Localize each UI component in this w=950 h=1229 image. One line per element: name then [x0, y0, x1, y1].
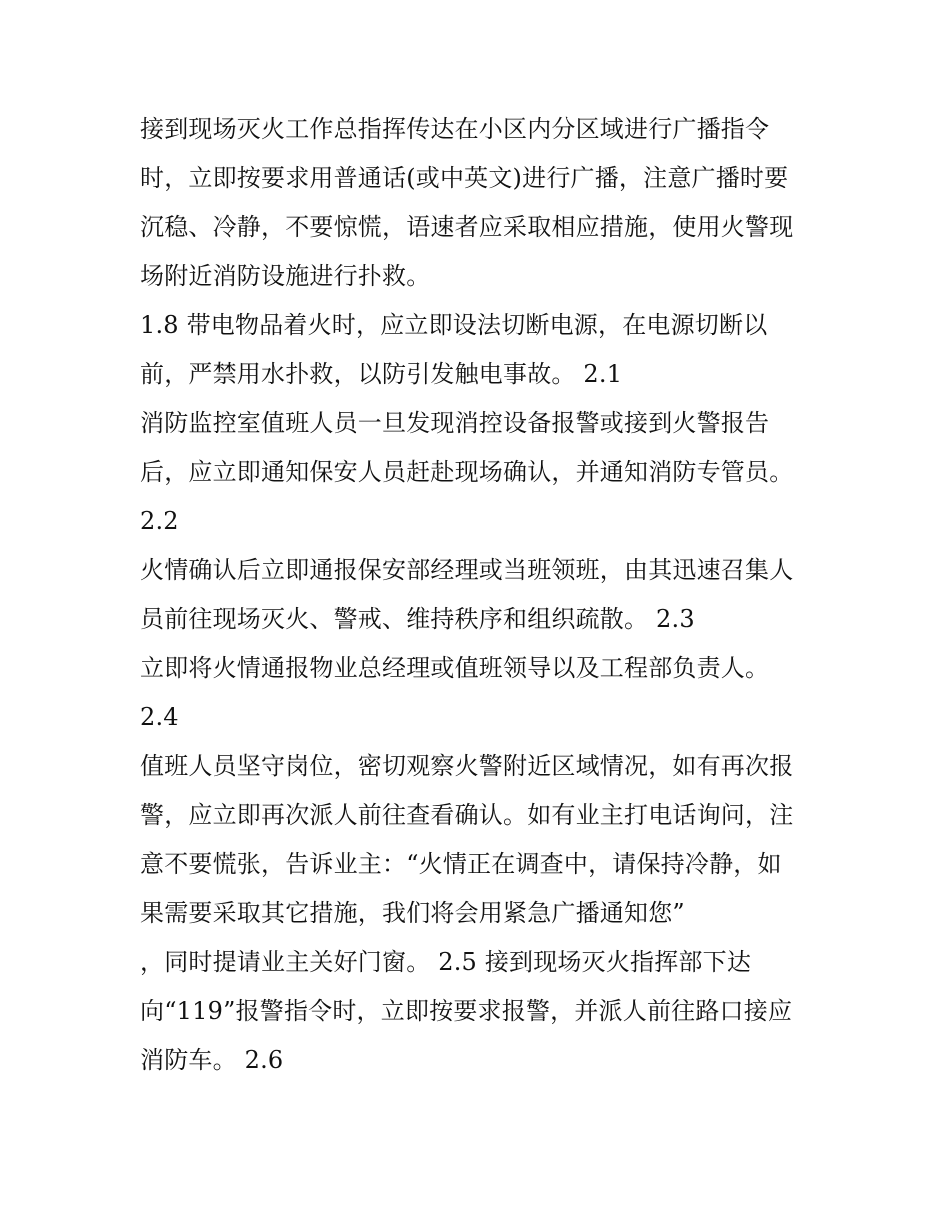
body-text	[140, 108, 820, 1088]
text-line-3: 沉稳、冷静，不要惊慌，语速者应采取相应措施，使用火警现	[140, 213, 794, 241]
text-line-5: 1.8 带电物品着火时，应立即设法切断电源，在电源切断以	[140, 311, 768, 339]
text-line-15: 警，应立即再次派人前往查看确认。如有业主打电话询问，注	[140, 801, 794, 829]
text-line-10: 火情确认后立即通报保安部经理或当班领班，由其迅速召集人	[140, 556, 794, 584]
text-line-12: 立即将火情通报物业总经理或值班领导以及工程部负责人。	[140, 654, 770, 682]
text-line-18: ，同时提请业主关好门窗。 2.5 接到现场灭火指挥部下达	[140, 948, 752, 976]
text-line-7: 消防监控室值班人员一旦发现消控设备报警或接到火警报告	[140, 409, 770, 437]
text-line-6: 前，严禁用水扑救，以防引发触电事故。 2.1	[140, 360, 623, 388]
text-line-20: 消防车。 2.6	[140, 1046, 284, 1074]
text-line-1: 接到现场灭火工作总指挥传达在小区内分区域进行广播指令	[140, 115, 770, 143]
text-line-19: 向“119”报警指令时，立即按要求报警，并派人前往路口接应	[140, 997, 793, 1025]
text-line-17: 果需要采取其它措施，我们将会用紧急广播通知您”	[140, 899, 685, 927]
text-line-4: 场附近消防设施进行扑救。	[140, 262, 431, 290]
text-line-9: 2.2	[140, 507, 179, 535]
text-line-2: 时，立即按要求用普通话(或中英文)进行广播，注意广播时要	[140, 164, 789, 192]
text-line-11: 员前往现场灭火、警戒、维持秩序和组织疏散。 2.3	[140, 605, 695, 633]
text-line-14: 值班人员坚守岗位，密切观察火警附近区域情况，如有再次报	[140, 752, 794, 780]
text-line-13: 2.4	[140, 703, 179, 731]
text-line-16: 意不要慌张，告诉业主：“火情正在调查中，请保持冷静，如	[140, 850, 782, 878]
text-line-8: 后，应立即通知保安人员赶赴现场确认，并通知消防专管员。	[140, 458, 794, 486]
